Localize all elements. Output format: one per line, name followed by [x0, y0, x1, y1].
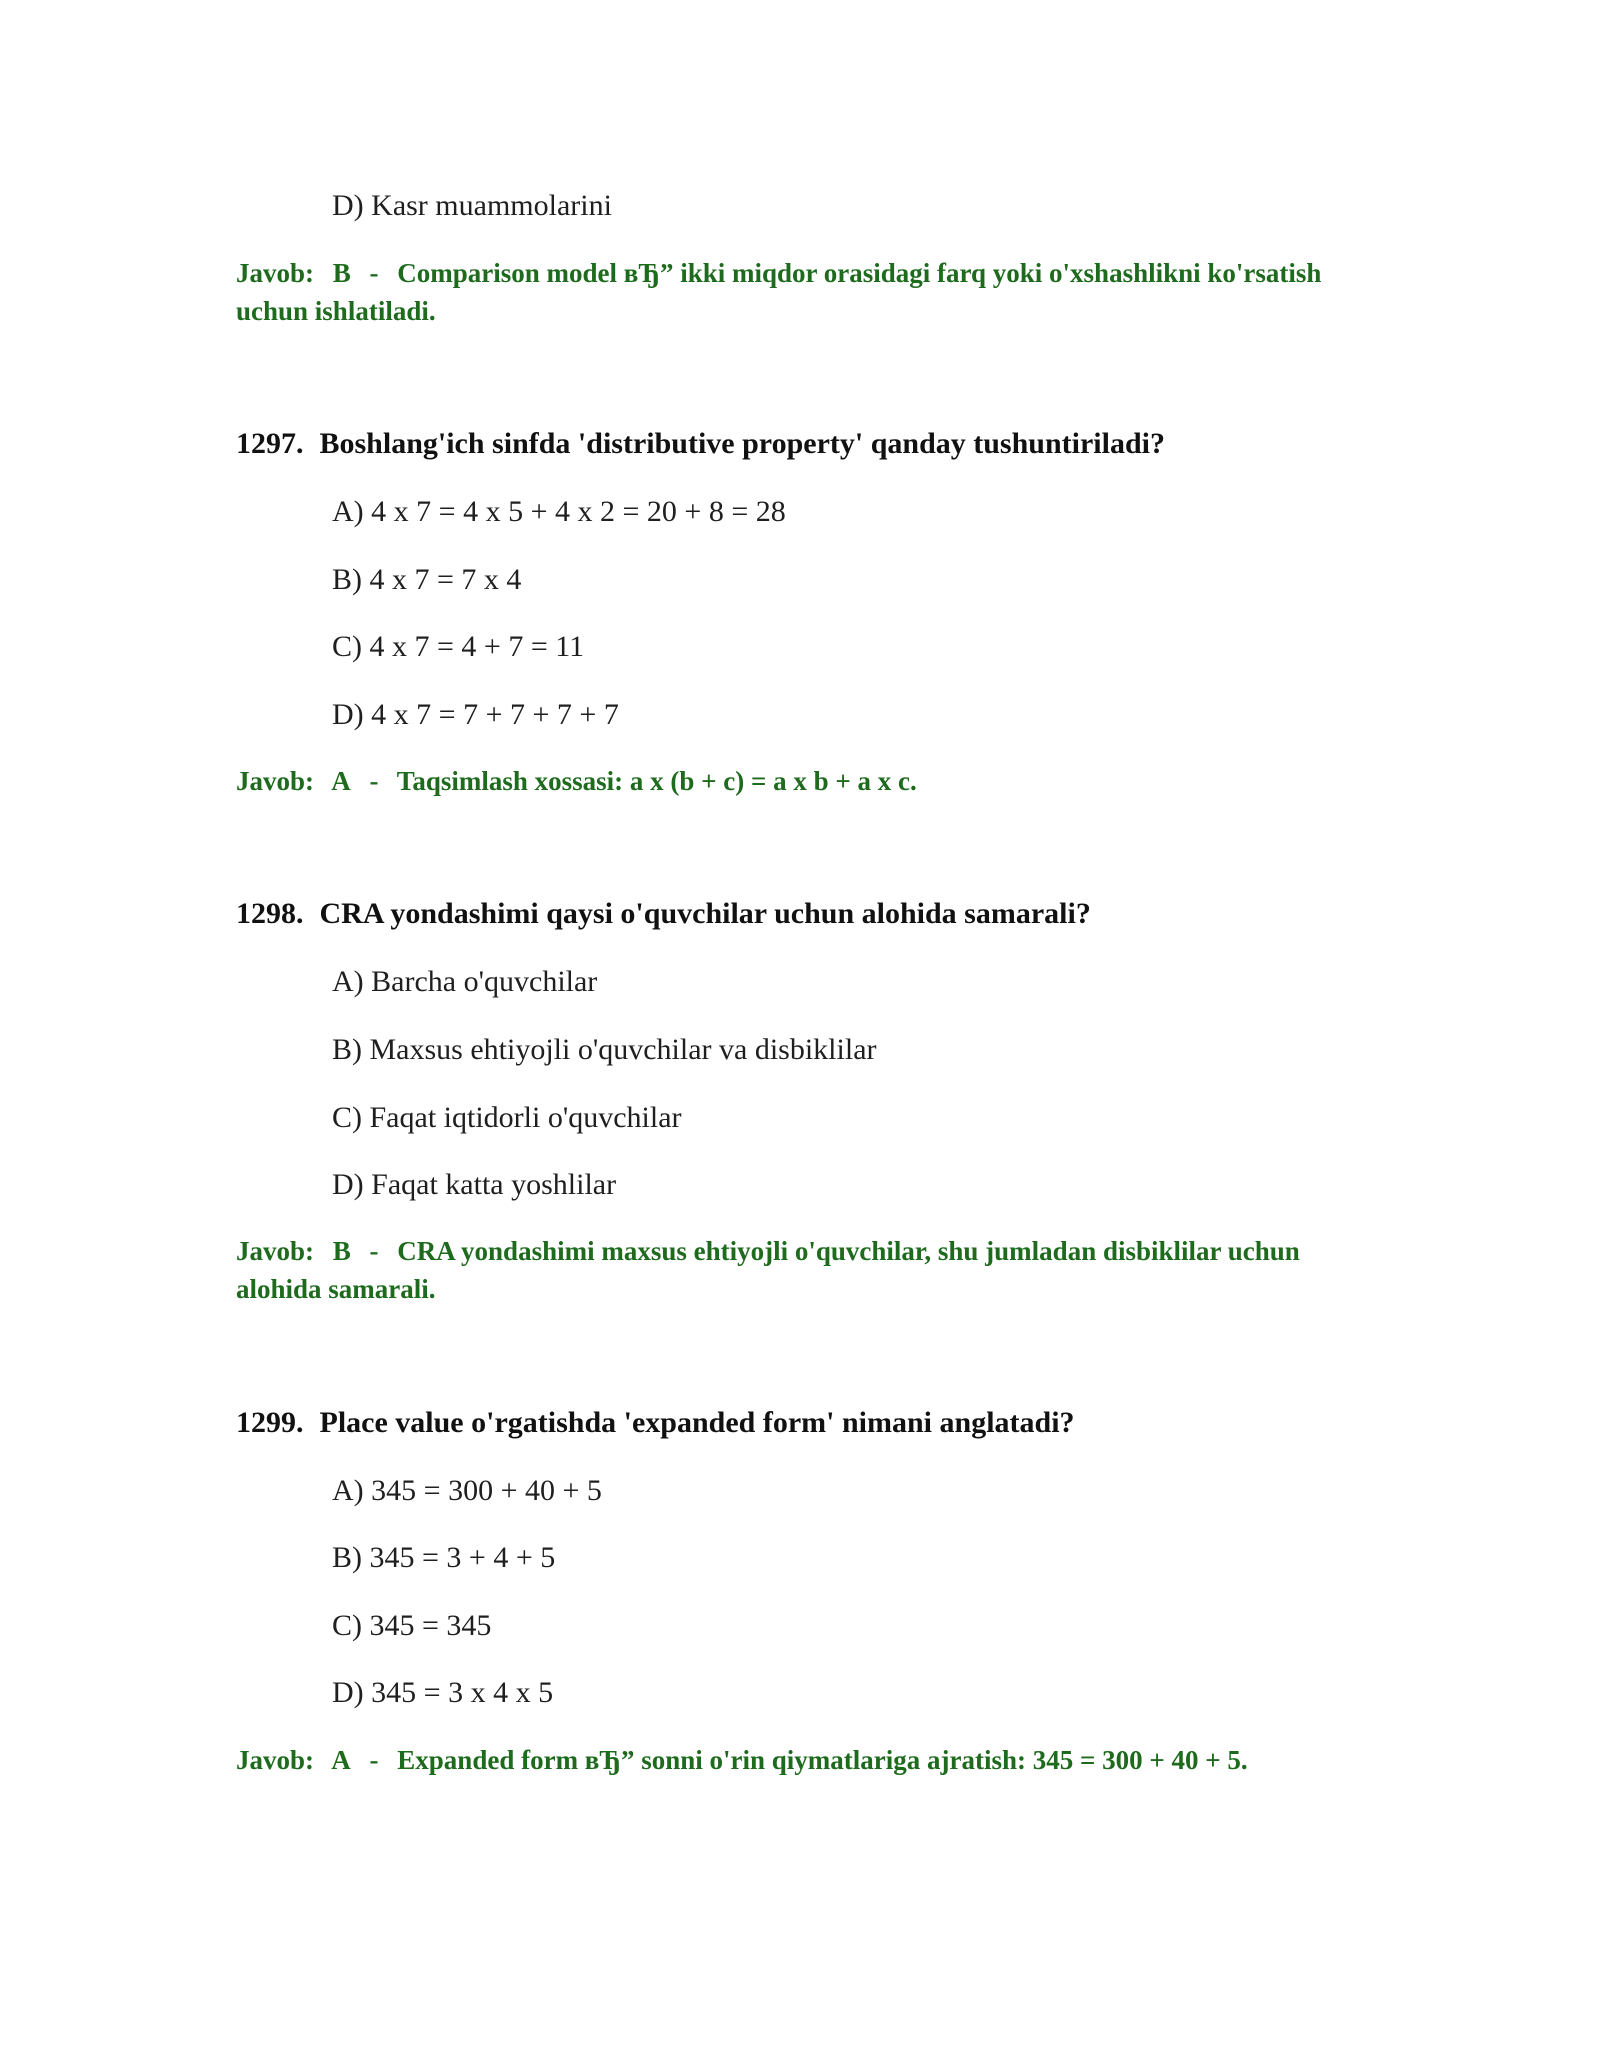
question-text: Place value o'rgatishda 'expanded form' nimani anglatadi?: [319, 1406, 1075, 1439]
answer-explanation: Comparison model вЂ” ikki miqdor orasidagi farq yoki o'xshashlikni ko'rsatish uchun ishlatiladi.: [236, 258, 1322, 326]
answer-label: Javob:: [236, 258, 315, 288]
option-d: D) 4 x 7 = 7 + 7 + 7 + 7: [332, 698, 619, 731]
option-c: C) 345 = 345: [332, 1609, 492, 1642]
answer-dash: -: [369, 1745, 379, 1775]
answer-label: Javob:: [236, 766, 315, 796]
question-title: [236, 426, 1165, 462]
option-d: D) 345 = 3 x 4 x 5: [332, 1676, 554, 1709]
question-text: Boshlang'ich sinfda 'distributive property' qanday tushuntiriladi?: [319, 427, 1165, 460]
answer-line: [236, 1741, 1386, 1779]
question-number: 1297.: [236, 427, 304, 460]
option-b: B) Maxsus ehtiyojli o'quvchilar va disbiklilar: [332, 1033, 877, 1066]
question-title: [236, 896, 1091, 932]
answer-letter: A: [331, 766, 351, 796]
option-b: B) 345 = 3 + 4 + 5: [332, 1541, 556, 1574]
answer-line: [236, 254, 1386, 330]
question-number: 1299.: [236, 1406, 304, 1439]
question-title: [236, 1405, 1075, 1441]
option-a: A) 345 = 300 + 40 + 5: [332, 1474, 602, 1507]
option-c: C) Faqat iqtidorli o'quvchilar: [332, 1101, 682, 1134]
question-text: CRA yondashimi qaysi o'quvchilar uchun alohida samarali?: [319, 897, 1091, 930]
answer-letter: A: [331, 1745, 351, 1775]
answer-explanation: Taqsimlash xossasi: a x (b + c) = a x b + a x c.: [396, 766, 917, 796]
option-b: B) 4 x 7 = 7 x 4: [332, 563, 522, 596]
option-d: D) Kasr muammolarini: [332, 189, 612, 222]
option-a: A) Barcha o'quvchilar: [332, 965, 598, 998]
question-number: 1298.: [236, 897, 304, 930]
option-d: D) Faqat katta yoshlilar: [332, 1168, 617, 1201]
option-c: C) 4 x 7 = 4 + 7 = 11: [332, 630, 585, 663]
answer-label: Javob:: [236, 1745, 315, 1775]
answer-letter: B: [332, 258, 351, 288]
answer-line: [236, 762, 1386, 800]
answer-letter: B: [332, 1236, 351, 1266]
answer-explanation: Expanded form вЂ” sonni o'rin qiymatlariga ajratish: 345 = 300 + 40 + 5.: [397, 1745, 1248, 1775]
answer-dash: -: [369, 258, 379, 288]
answer-label: Javob:: [236, 1236, 315, 1266]
answer-line: [236, 1232, 1386, 1308]
option-a: A) 4 x 7 = 4 x 5 + 4 x 2 = 20 + 8 = 28: [332, 495, 786, 528]
answer-dash: -: [369, 1236, 379, 1266]
answer-explanation: CRA yondashimi maxsus ehtiyojli o'quvchilar, shu jumladan disbiklilar uchun alohida samarali.: [236, 1236, 1300, 1304]
answer-dash: -: [369, 766, 379, 796]
